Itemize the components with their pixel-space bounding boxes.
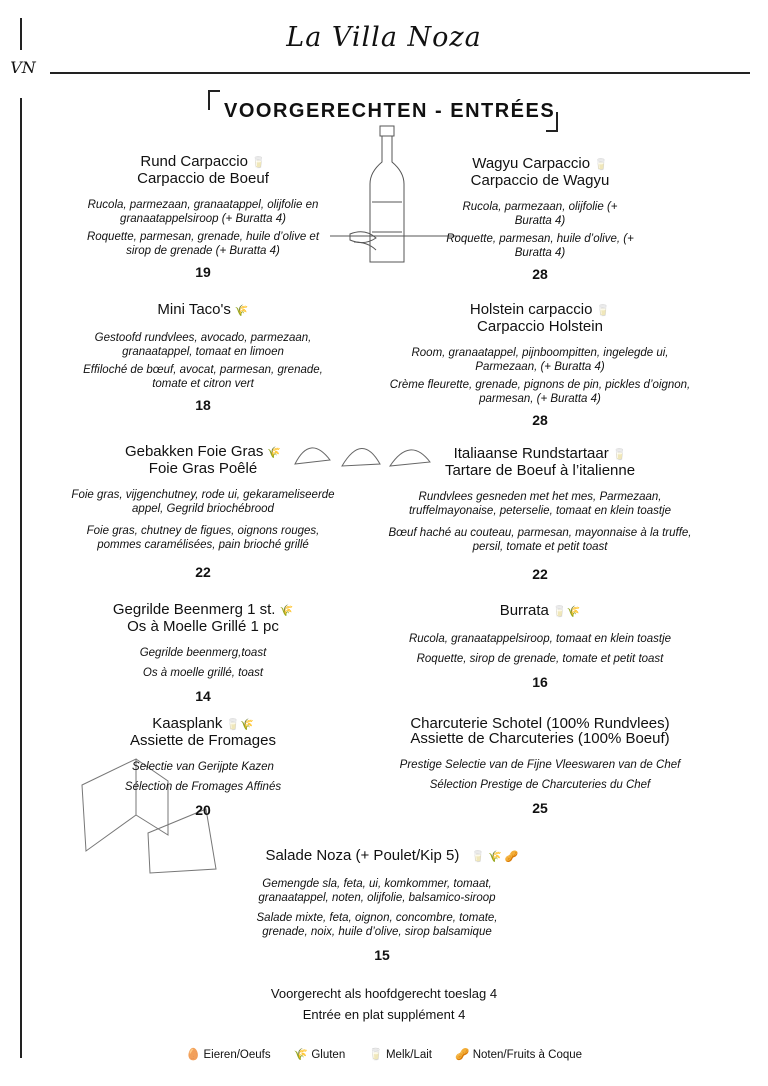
milk-icon: 🥛: [612, 449, 627, 461]
legend-gluten: [294, 1049, 345, 1061]
dish-description-nl: Room, granaatappel, pijnboompitten, ingelegde ui, Parmezaan, (+ Buratta 4): [411, 347, 669, 373]
dish-name-fr: Assiette de Charcuteries (100% Boeuf): [410, 730, 670, 747]
footer-note-nl: Voorgerecht als hoofdgerecht toeslag 4: [270, 986, 498, 1001]
dish-name: Wagyu Carpaccio: [472, 155, 591, 172]
dish-description-fr: Salade mixte, feta, oignon, concombre, tomate, grenade, noix, huile d’olive, sirop balsamique: [256, 912, 498, 938]
section-title: VOORGERECHTEN - ENTRÉES: [224, 100, 556, 122]
legend-nuts: [455, 1049, 582, 1061]
dish-description-nl: Rucola, parmezaan, olijfolie (+ Buratta 4): [462, 201, 618, 227]
dish-name: Burrata: [499, 602, 549, 619]
dish-price: 22: [195, 564, 211, 580]
dish-price: 14: [195, 688, 211, 704]
milk-icon: 🥛: [368, 1049, 383, 1061]
dish-salade-noza: [234, 848, 530, 963]
dish-price: 19: [195, 264, 211, 280]
gluten-icon: 🌾: [267, 447, 282, 459]
dish-description-nl: Gemengde sla, feta, ui, komkommer, tomaat, granaatappel, noten, olijfolie, balsamico-siroop: [258, 878, 496, 904]
dish-price: 25: [532, 800, 548, 816]
dish-holstein-carpaccio: [375, 302, 705, 428]
dish-name: Italiaanse Rundstartaar: [453, 445, 609, 462]
dish-name: Holstein carpaccio: [469, 301, 593, 318]
legend-milk: [368, 1049, 432, 1061]
footer-note-fr: Entrée en plat supplément 4: [302, 1007, 466, 1022]
legend-egg: [186, 1049, 271, 1061]
dish-price: 20: [195, 802, 211, 818]
dish-description-fr: Sélection de Fromages Affinés: [124, 781, 282, 793]
dish-price: 16: [532, 674, 548, 690]
dish-name-fr: Carpaccio de Wagyu: [470, 172, 610, 189]
dish-price: 28: [532, 412, 548, 428]
nuts-icon: 🥜: [455, 1049, 470, 1061]
dish-description-nl: Gegrilde beenmerg,toast: [139, 647, 267, 659]
dish-mini-tacos: [78, 302, 328, 413]
dish-wagyu-carpaccio: [430, 156, 650, 282]
dish-italiaanse-rundstartaar: [375, 446, 705, 582]
dish-name-fr: Carpaccio Holstein: [477, 318, 603, 335]
gluten-icon: 🌾: [234, 305, 249, 317]
dish-price: 18: [195, 397, 211, 413]
milk-icon: 🥛: [594, 159, 608, 171]
milk-gluten-icon: 🥛🌾: [226, 719, 254, 731]
dish-foie-gras: [68, 444, 338, 580]
dish-name: Gegrilde Beenmerg 1 st.: [112, 601, 276, 618]
dish-description-fr: Crème fleurette, grenade, pignons de pin, pickles d’oignon, parmesan, (+ Buratta 4): [389, 379, 691, 405]
dish-beenmerg: [78, 602, 328, 704]
dish-description-nl: Rucola, parmezaan, granaatappel, olijfolie en granaatappelsiroop (+ Buratta 4): [87, 199, 319, 225]
dish-description-nl: Foie gras, vijgenchutney, rode ui, gekarameliseerde appel, Gegrild briochébrood: [71, 489, 335, 515]
dish-charcuterie: [375, 716, 705, 816]
dish-name-fr: Assiette de Fromages: [130, 732, 276, 749]
milk-icon: 🥛: [596, 305, 611, 317]
dish-description-nl: Prestige Selectie van de Fijne Vleeswaren van de Chef: [399, 759, 681, 771]
dish-description-fr: Effiloché de bœuf, avocat, parmesan, grenade, tomate et citron vert: [83, 364, 323, 390]
dish-description-fr: Foie gras, chutney de figues, oignons rouges, pommes caramélisées, pain brioché grillé: [86, 525, 320, 551]
dish-description-fr: Roquette, sirop de grenade, tomate et petit toast: [416, 653, 664, 665]
restaurant-title: La Villa Noza: [286, 22, 482, 53]
dish-description-fr: Sélection Prestige de Charcuteries du Chef: [429, 779, 651, 791]
legend-label: Melk/Lait: [385, 1049, 432, 1061]
gluten-icon: 🌾: [279, 605, 294, 617]
allergen-icons: 🥛 🌾 🥜: [471, 851, 519, 863]
dish-name-fr: Foie Gras Poêlé: [148, 460, 258, 477]
legend-label: Gluten: [311, 1049, 346, 1061]
dish-name-fr: Tartare de Boeuf à l’italienne: [444, 462, 636, 479]
bracket-left: [208, 90, 220, 110]
allergen-legend: [0, 1047, 768, 1061]
dish-name: Rund Carpaccio: [140, 153, 248, 170]
dish-description-nl: Gestoofd rundvlees, avocado, parmezaan, granaatappel, tomaat en limoen: [94, 332, 312, 358]
legend-label: Eieren/Oeufs: [203, 1049, 271, 1061]
legend-label: Noten/Fruits à Coque: [472, 1049, 583, 1061]
dish-description-fr: Bœuf haché au couteau, parmesan, mayonnaise à la truffe, persil, tomate et petit toast: [388, 527, 692, 553]
dish-name: Salade Noza (+ Poulet/Kip 5): [265, 847, 460, 864]
dish-price: 15: [374, 947, 390, 963]
gluten-icon: 🌾: [293, 1049, 309, 1061]
dish-rund-carpaccio: [78, 154, 328, 280]
logo: VN: [10, 58, 36, 77]
dish-name: Kaasplank: [152, 715, 223, 732]
dish-name: Gebakken Foie Gras: [124, 443, 264, 460]
header-rule: [50, 72, 750, 74]
dish-description-fr: Roquette, parmesan, grenade, huile d’olive et sirop de grenade (+ Buratta 4): [86, 231, 320, 257]
dish-name: Mini Taco's: [157, 301, 231, 318]
dish-burrata: [375, 603, 705, 690]
dish-name-fr: Carpaccio de Boeuf: [137, 170, 269, 187]
egg-icon: 🥚: [185, 1049, 201, 1061]
dish-name-fr: Os à Moelle Grillé 1 pc: [127, 618, 279, 635]
dish-price: 28: [532, 266, 548, 282]
dish-description-fr: Os à moelle grillé, toast: [142, 667, 264, 679]
milk-gluten-icon: 🥛🌾: [552, 606, 581, 618]
dish-description-nl: Rundvlees gesneden met het mes, Parmezaan, truffelmayonaise, peterselie, tomaat en klein toastje: [408, 491, 672, 517]
dish-price: 22: [532, 566, 548, 582]
dish-description-nl: Rucola, granaatappelsiroop, tomaat en klein toastje: [408, 633, 672, 645]
milk-icon: 🥛: [251, 157, 266, 169]
dish-kaasplank: [78, 716, 328, 818]
dish-description-fr: Roquette, parmesan, huile d’olive, (+ Buratta 4): [446, 233, 634, 259]
left-vertical-rule: [20, 98, 22, 1058]
dish-name: Charcuterie Schotel (100% Rundvlees): [410, 715, 670, 732]
dish-description-nl: Selectie van Gerijpte Kazen: [132, 761, 274, 773]
